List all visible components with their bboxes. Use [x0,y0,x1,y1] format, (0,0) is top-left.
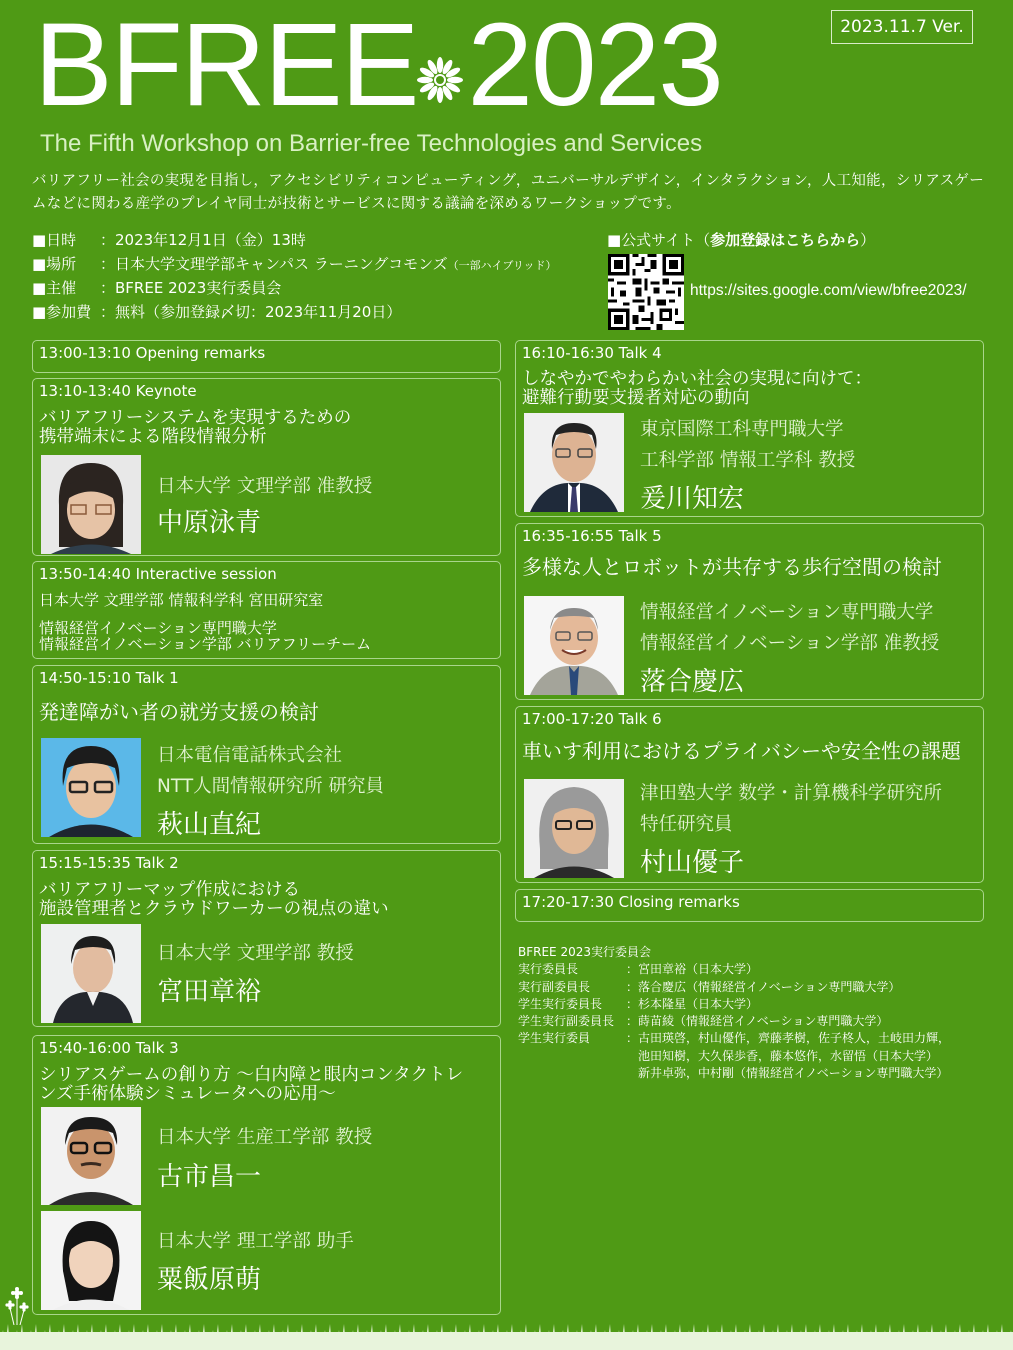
talk2-speaker: 宮田章裕 [157,977,262,1007]
subtitle: The Fifth Workshop on Barrier-free Technologies and Services [40,130,703,157]
info-venue: ■場所 ：日本大学文理学部キャンパス ラーニングコモンズ（一部ハイブリッド） [32,254,557,273]
talk4-affiliation-line2: 工科学部 情報工学科 教授 [640,450,856,471]
speaker-photo-nakahara [41,455,141,554]
speaker-photo-aikawa [524,413,624,512]
talk6-affiliation-line1: 津田塾大学 数学・計算機科学研究所 [640,783,942,804]
talk6-speaker: 村山優子 [640,848,745,878]
flower-icon [415,55,465,105]
interactive-line1: 日本大学 文理学部 情報科学科 宮田研究室 [39,591,324,609]
opening-box [32,340,501,373]
committee-title: BFREE 2023実行委員会 [518,945,651,959]
talk3-time: 15:40-16:00 Talk 3 [39,1039,179,1057]
info-date: ■日時 ：2023年12月1日（金）13時 [32,231,306,249]
talk1-time: 14:50-15:10 Talk 1 [39,669,179,687]
keynote-time: 13:10-13:40 Keynote [39,382,197,400]
keynote-box [32,378,501,556]
talk4-title-line1: しなやかでやわらかい社会の実現に向けて： [522,369,872,389]
committee-row: 学生実行副委員長 ：蒔苗綾（情報経営イノベーション専門職大学） [518,1014,889,1029]
site-label: ■公式サイト（参加登録はこちらから） [607,231,876,249]
event-info [32,229,556,324]
talk4-box [515,340,984,517]
talk2-title-line2: 施設管理者とクラウドワーカーの視点の違い [39,899,389,919]
title-left: BFREE [34,0,418,131]
talk1-speaker: 萩山直紀 [157,810,262,840]
talk2-title-line1: バリアフリーマップ作成における [39,880,301,900]
talk4-title-line2: 避難行動要支援者対応の動向 [522,388,750,408]
talk5-time: 16:35-16:55 Talk 5 [522,527,662,545]
talk3-speaker2-affiliation: 日本大学 理工学部 助手 [157,1231,354,1252]
qr-code-icon[interactable] [608,254,684,330]
speaker-photo-aibara [41,1211,141,1310]
speaker-photo-ochiai [524,596,624,695]
talk2-box [32,850,501,1027]
talk5-box [515,523,984,700]
talk3-speaker2: 粟飯原萌 [157,1265,262,1295]
talk1-affiliation-line1: 日本電信電話株式会社 [157,745,343,766]
keynote-speaker: 中原泳青 [157,508,262,538]
committee-continuation: 池田知樹，大久保歩香，藤本悠作，水留悟（日本大学） [638,1048,939,1063]
version-badge: 2023.11.7 Ver. [831,10,973,44]
speaker-photo-furuichi [41,1107,141,1205]
title-right: 2023 [467,0,722,131]
talk6-time: 17:00-17:20 Talk 6 [522,710,662,728]
talk5-affiliation-line1: 情報経営イノベーション専門職大学 [640,602,934,623]
talk4-speaker: 爰川知宏 [640,484,745,514]
interactive-time: 13:50-14:40 Interactive session [39,565,277,583]
event-title [34,0,722,131]
committee-row: 実行副委員長 ：落合慶広（情報経営イノベーション専門職大学） [518,979,901,994]
committee-row: 学生実行委員長 ：杉本隆星（日本大学） [518,996,759,1011]
speaker-photo-hagiyama [41,738,141,837]
talk6-affiliation-line2: 特任研究員 [640,814,733,835]
talk2-affiliation: 日本大学 文理学部 教授 [157,943,354,964]
committee-row: 実行委員長 ：宮田章裕（日本大学） [518,962,759,977]
committee-continuation: 新井卓弥，中村剛（情報経営イノベーション専門職大学） [638,1066,949,1081]
committee-row: 学生実行委員 ：古田瑛啓，村山優作，齊藤孝樹，佐子柊人，土岐田力輝， [518,1031,951,1046]
speaker-photo-murayama [524,779,624,878]
talk6-box [515,706,984,883]
keynote-affiliation: 日本大学 文理学部 准教授 [157,476,373,497]
info-fee: ■参加費 ：無料（参加登録〆切：2023年11月20日） [32,302,402,321]
closing-box [515,889,984,922]
talk6-title: 車いす利用におけるプライバシーや安全性の課題 [522,739,961,763]
talk1-affiliation-line2: NTT人間情報研究所 研究員 [157,776,384,797]
talk3-title-line2: ンズ手術体験シミュレータへの応用～ [39,1084,336,1104]
keynote-title-line1: バリアフリーシステムを実現するための [39,408,352,428]
talk1-box [32,665,501,844]
talk5-speaker: 落合慶広 [640,667,745,697]
grass-decoration-icon [0,1318,1013,1350]
talk3-speaker1-affiliation: 日本大学 生産工学部 教授 [157,1127,373,1148]
interactive-line3: 情報経営イノベーション学部 バリアフリーチーム [39,635,372,653]
interactive-box [32,561,501,659]
talk2-time: 15:15-15:35 Talk 2 [39,854,179,872]
talk3-speaker1: 古市昌一 [157,1162,262,1192]
talk4-time: 16:10-16:30 Talk 4 [522,344,662,362]
site-url-link[interactable]: https://sites.google.com/view/bfree2023/ [690,282,967,299]
talk3-title-line1: シリアスゲームの創り方 ～白内障と眼内コンタクトレ [39,1065,464,1085]
talk5-title: 多様な人とロボットが共存する歩行空間の検討 [522,555,942,579]
talk3-box [32,1035,501,1315]
closing-time: 17:20-17:30 Closing remarks [522,893,740,911]
committee [518,944,950,1082]
speaker-photo-miyata [41,924,141,1023]
interactive-line2: 情報経営イノベーション専門職大学 [39,619,277,637]
talk4-affiliation-line1: 東京国際工科専門職大学 [640,419,844,440]
talk1-title: 発達障がい者の就労支援の検討 [39,700,319,724]
keynote-title-line2: 携帯端末による階段情報分析 [39,427,267,447]
opening-time: 13:00-13:10 Opening remarks [39,344,266,362]
info-organizer: ■主催 ：BFREE 2023実行委員会 [32,279,282,297]
intro-text: バリアフリー社会の実現を目指し，アクセシビリティコンピューティング，ユニバーサルデザイン，インタラクション，人工知能，シリアスゲームなどに関わる産学のプレイヤ同士が技術とサービスに関する議論を深めるワークショップです。 [32,173,984,212]
talk5-affiliation-line2: 情報経営イノベーション学部 准教授 [640,633,940,654]
